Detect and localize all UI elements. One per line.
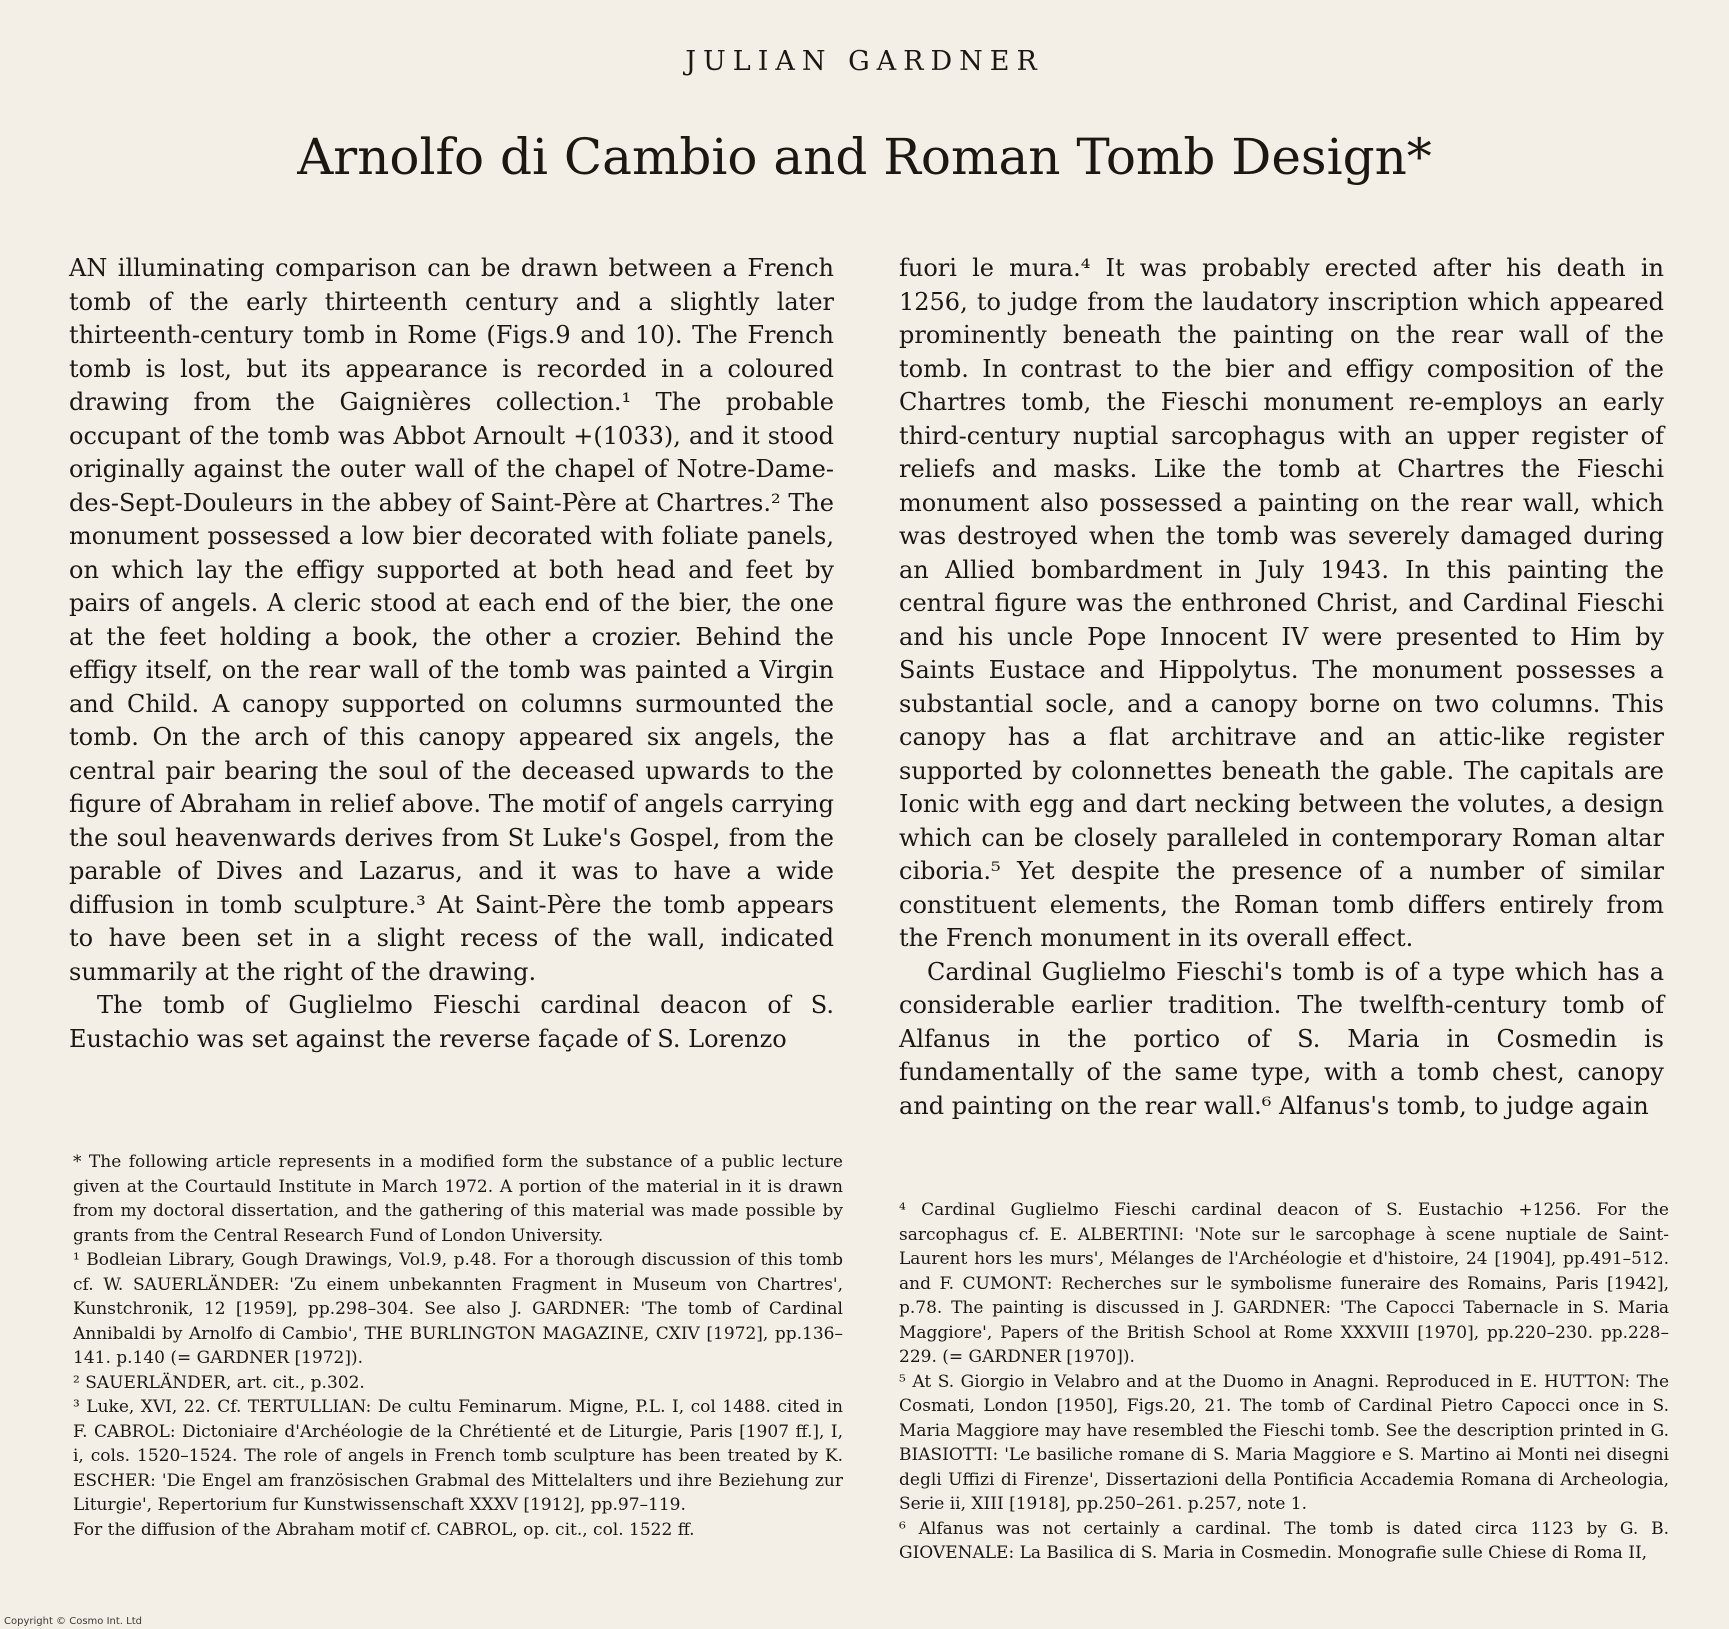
footnote-5: ⁵ At S. Giorgio in Velabro and at the Duomo in Anagni. Reproduced in E. HUTTON: The Cosmati, London [1950], Figs.20, 21. The tomb of Cardinal Pietro Capocci once in S. Maria Maggiore may have resembled the Fieschi tomb. See the description printed in G. BIASIOTTI: 'Le basiliche romane di S. Maria Maggiore e S. Martino ai Monti nei disegni degli Uffizi di Firenze', Dissertazioni della Pontificia Accademia Romana di Archeologia, Serie ii, XIII [1918], pp.250–261. p.257, note 1. [899,1371,1669,1514]
footnote-6: ⁶ Alfanus was not certainly a cardinal. The tomb is dated circa 1123 by G. B. GIOVENALE: La Basilica di S. Maria in Cosmedin. Monografie sulle Chiese di Roma II, [899,1518,1669,1563]
right-paragraph-1: fuori le mura.⁴ It was probably erected after his death in 1256, to judge from the laudatory inscription which appeared prominently beneath the painting on the rear wall of the tomb. In contrast to the bier and effigy composition of the Chartres tomb, the Fieschi monument re-employs an early third-century nuptial sarcophagus with an upper register of reliefs and masks. Like the tomb at Chartres the Fieschi monument also possessed a painting on the rear wall, which was destroyed when the tomb was severely damaged during an Allied bombardment in July 1943. In this painting the central figure was the enthroned Christ, and Cardinal Fieschi and his uncle Pope Innocent IV were presented to Him by Saints Eustace and Hippolytus. The monument possesses a substantial socle, and a canopy borne on two columns. This canopy has a flat architrave and an attic-like register supported by colonnettes beneath the gable. The capitals are Ionic with egg and dart necking between the volutes, a design which can be closely paralleled in contemporary Roman altar ciboria.⁵ Yet despite the presence of a number of similar constituent elements, the Roman tomb differs entirely from the French monument in its overall effect. [899,254,1664,952]
footnote-3-continued: For the diffusion of the Abraham motif cf. CABROL, op. cit., col. 1522 ff. [73,1519,695,1540]
copyright-watermark: Copyright © Cosmo Int. Ltd [4,1616,142,1627]
footnote-3: ³ Luke, XVI, 22. Cf. TERTULLIAN: De cultu Feminarum. Migne, P.L. I, col 1488. cited in F. CABROL: Dictoniaire d'Archéologie de la Chrétienté et de Liturgie, Paris [1907 ff.], I, i, cols. 1520–1524. The role of angels in French tomb sculpture has been treated by K. ESCHER: 'Die Engel am französischen Grabmal des Mittelalters und ihre Beziehung zur Liturgie', Repertorium fur Kunstwissenschaft XXXV [1912], pp.97–119. [73,1397,843,1515]
left-paragraph-1-text: illuminating comparison can be drawn between a French tomb of the early thirteenth century and a slightly later thirteenth-century tomb in Rome (Figs.9 and 10). The French tomb is lost, but its appearance is recorded in a coloured drawing from the Gaignières collection.¹ The probable occupant of the tomb was Abbot Arnoult +(1033), and it stood originally against the outer wall of the chapel of Notre-Dame-des-Sept-Douleurs in the abbey of Saint-Père at Chartres.² The monument possessed a low bier decorated with foliate panels, on which lay the effigy supported at both head and feet by pairs of angels. A cleric stood at each end of the bier, the one at the feet holding a book, the other a crozier. Behind the effigy itself, on the rear wall of the tomb was painted a Virgin and Child. A canopy supported on columns surmounted the tomb. On the arch of this canopy appeared six angels, the central pair bearing the soul of the deceased upwards to the figure of Abraham in relief above. The motif of angels carrying the soul heavenwards derives from St Luke's Gospel, from the parable of Dives and Lazarus, and it was to have a wide diffusion in tomb sculpture.³ At Saint-Père the tomb appears to have been set in a slight recess of the wall, indicated summarily at the right of the drawing. [69,254,834,986]
footnote-1: ¹ Bodleian Library, Gough Drawings, Vol.9, p.48. For a thorough discussion of this tomb cf. W. SAUERLÄNDER: 'Zu einem unbekannten Fragment in Museum von Chartres', Kunstchronik, 12 [1959], pp.298–304. See also J. GARDNER: 'The tomb of Cardinal Annibaldi by Arnolfo di Cambio', THE BURLINGTON MAGAZINE, CXIV [1972], pp.136–141. p.140 (= GARDNER [1972]). [73,1250,843,1368]
right-paragraph-2: Cardinal Guglielmo Fieschi's tomb is of a type which has a considerable earlier tradition. The twelfth-century tomb of Alfanus in the portico of S. Maria in Cosmedin is fundamentally of the same type, with a tomb chest, canopy and painting on the rear wall.⁶ Alfanus's tomb, to judge again [899,957,1664,1120]
footnote-2: ² SAUERLÄNDER, art. cit., p.302. [73,1372,365,1393]
left-column [69,252,834,1056]
footnotes-left [73,1150,843,1542]
drop-word: AN [69,254,108,282]
left-paragraph-1 [69,252,834,989]
right-column [899,252,1664,1123]
footnotes-right [899,1198,1669,1566]
left-paragraph-2: The tomb of Guglielmo Fieschi cardinal deacon of S. Eustachio was set against the reverse façade of S. Lorenzo [69,991,834,1053]
article-title: Arnolfo di Cambio and Roman Tomb Design* [297,128,1432,186]
author-name: JULIAN GARDNER [685,46,1044,77]
footnote-4: ⁴ Cardinal Guglielmo Fieschi cardinal deacon of S. Eustachio +1256. For the sarcophagus cf. E. ALBERTINI: 'Note sur le sarcophage à scene nuptiale de Saint-Laurent hors les murs', Mélanges de l'Archéologie et d'histoire, 24 [1904], pp.491–512. and F. CUMONT: Recherches sur le symbolisme funeraire des Romains, Paris [1942], p.78. The painting is discussed in J. GARDNER: 'The Capocci Tabernacle in S. Maria Maggiore', Papers of the British School at Rome XXXVIII [1970], pp.220–230. pp.228–229. (= GARDNER [1970]). [899,1200,1669,1367]
footnote-star: * The following article represents in a modified form the substance of a public lecture given at the Courtauld Institute in March 1972. A portion of the material in it is drawn from my doctoral dissertation, and the gathering of this material was made possible by grants from the Central Research Fund of London University. [73,1152,843,1246]
